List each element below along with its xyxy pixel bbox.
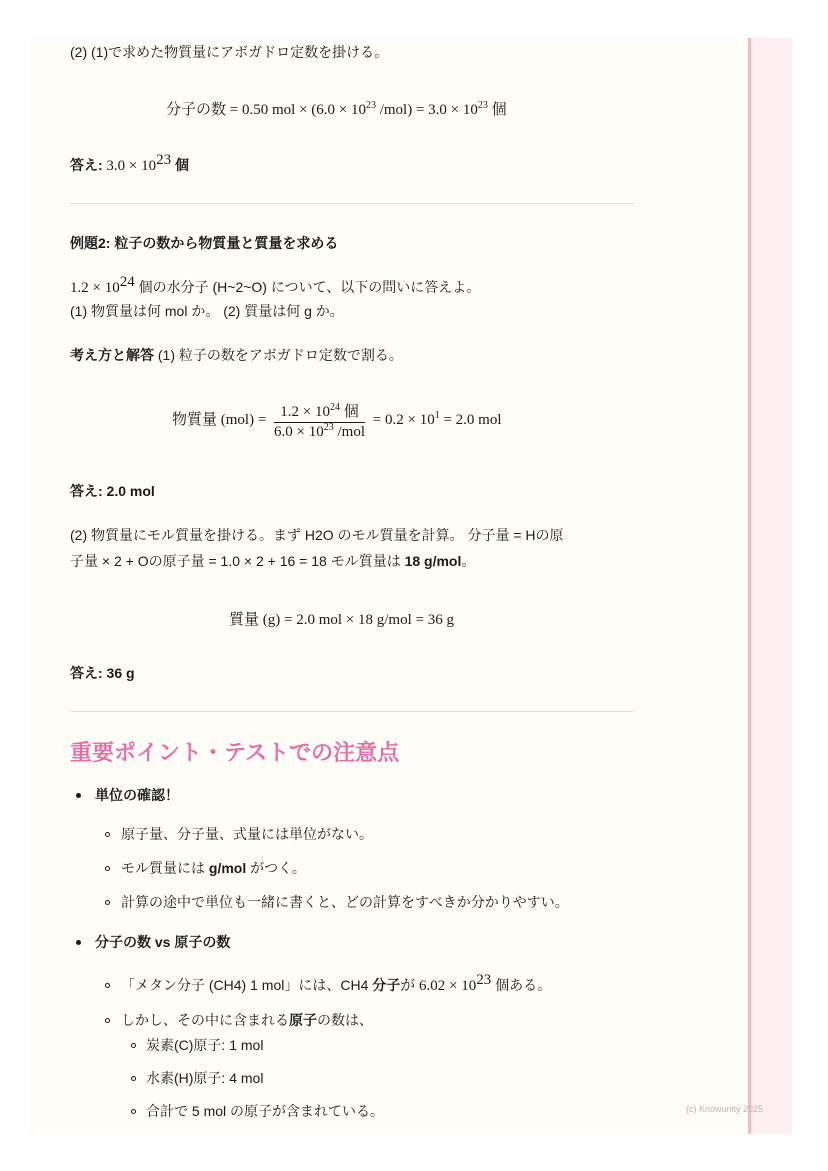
- methane-item: 「メタン分子 (CH4) 1 mol」には、CH4 分子が $6.02 \times 10^{23}$ 個ある。: [121, 972, 552, 994]
- approach: 考え方と解答 (1) 粒子の数をアボガドロ定数で割る。: [70, 347, 403, 363]
- atoms-sub-item: 炭素(C)原子: 1 mol: [146, 1037, 264, 1053]
- atoms-item: しかし、その中に含まれる原子の数は、: [121, 1012, 373, 1028]
- atoms-sub-item: 合計で 5 mol の原子が含まれている。: [146, 1103, 385, 1119]
- circle-bullet-icon: [105, 900, 110, 905]
- point-units-item: 原子量、分子量、式量には単位がない。: [121, 826, 373, 842]
- question-line-1: $1.2 \times 10^{24}$ 個の水分子 (H~2~O) について、以下の問いに答えよ。: [70, 274, 481, 296]
- formula-mass: 質量 (g) = 2.0 mol × 18 g/mol = 36 g: [229, 612, 454, 628]
- circle-bullet-icon: [105, 832, 110, 837]
- bullet-icon: [76, 793, 81, 798]
- example2-title: 例題2: 粒子の数から物質量と質量を求める: [70, 235, 339, 251]
- fraction: $\frac{1.2 \times 10^{24} 個}{6.0 \times 10^{23} /mol}$: [274, 402, 366, 440]
- margin-line: [748, 38, 751, 1134]
- bullet-icon: [76, 940, 81, 945]
- answer-3: 答え: 36 g: [70, 665, 135, 681]
- section-heading: 重要ポイント・テストでの注意点: [70, 740, 400, 765]
- circle-bullet-icon: [105, 1018, 110, 1023]
- watermark: (c) Knowunity 2025: [686, 1104, 764, 1114]
- question-line-2: (1) 物質量は何 mol か。 (2) 質量は何 g か。: [70, 303, 344, 319]
- step2-line-2: 子量 × 2 + Oの原子量 = 1.0 × 2 + 16 = 18 モル質量は 18 g/mol。: [70, 553, 476, 569]
- point-units-item: 計算の途中で単位も一緒に書くと、どの計算をすべきか分かりやすい。: [121, 894, 569, 910]
- step2-line-1: (2) 物質量にモル質量を掛ける。まず H2O のモル質量を計算。 分子量 = Hの原: [70, 527, 564, 543]
- step2-intro: (2) (1)で求めた物質量にアボガドロ定数を掛ける。: [70, 44, 389, 60]
- formula-moles: 物質量 (mol) = $\frac{1.2 \times 10^{24} 個}{6.0 \times 10^{23} /mol}$ = $0.2 \times 10^1 = 2.0$ mol: [172, 402, 502, 440]
- answer-2: 答え: 2.0 mol: [70, 483, 155, 499]
- atoms-sub-item: 水素(H)原子: 4 mol: [146, 1070, 264, 1086]
- circle-bullet-icon: [131, 1043, 136, 1048]
- margin-stripe: [748, 38, 792, 1134]
- divider: [70, 203, 634, 204]
- formula-molecule-count: 分子の数 = 0.50 mol × ($6.0 \times 10^{23}$ $/mol) = 3.0 \times 10^{23}$ 個: [166, 100, 507, 118]
- point-units: 単位の確認！: [95, 787, 179, 803]
- circle-bullet-icon: [105, 866, 110, 871]
- circle-bullet-icon: [131, 1109, 136, 1114]
- point-units-item: モル質量には g/mol がつく。: [121, 860, 306, 876]
- circle-bullet-icon: [131, 1076, 136, 1081]
- circle-bullet-icon: [105, 983, 110, 988]
- divider: [70, 711, 634, 712]
- point-molecules-vs-atoms: 分子の数 vs 原子の数: [95, 934, 231, 950]
- answer-1: 答え: $3.0 \times 10^{23}$ 個: [70, 152, 190, 174]
